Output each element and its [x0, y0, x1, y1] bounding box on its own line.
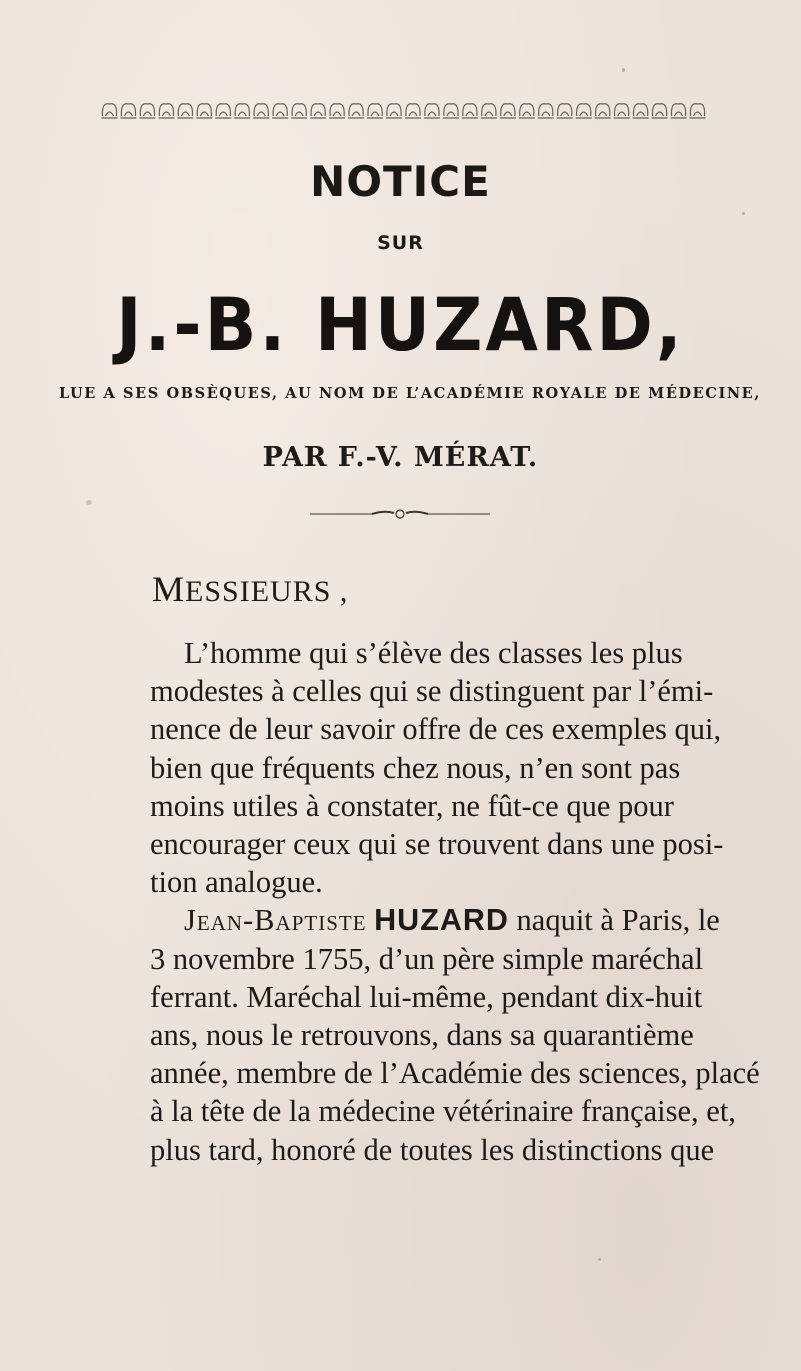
text-line [150, 901, 740, 939]
sur-heading: SUR [377, 232, 424, 254]
text-line: année, membre de l’Académie des sciences, placé [150, 1056, 760, 1091]
text-line: plus tard, honoré de toutes les distinctions que [150, 1132, 715, 1167]
ornament-motif [671, 104, 687, 118]
ornament-motif [557, 104, 573, 118]
ornament-motif [633, 104, 649, 118]
ornament-motif [253, 104, 269, 118]
decorative-rule [310, 507, 490, 521]
ornament-motif [348, 104, 364, 118]
text-line: ferrant. Maréchal lui-même, pendant dix-huit [150, 979, 703, 1014]
ornament-motif [196, 104, 212, 118]
paper-speck [622, 68, 625, 72]
text-line: ans, nous le retrouvons, dans sa quarantième [150, 1018, 694, 1053]
surname: HUZARD [374, 903, 509, 938]
text-line: à la tête de la médecine vétérinaire française, et, [150, 1094, 736, 1129]
text-line: bien que fréquents chez nous, n’en sont pas [150, 750, 681, 785]
subject-name: J.-B. HUZARD, [116, 282, 685, 369]
text-line: tion analogue. [150, 865, 323, 900]
text-line: L’homme qui s’élève des classes les plus [184, 636, 683, 670]
ornament-motif [481, 104, 497, 118]
text-line: modestes à celles qui se distinguent par l’émi- [150, 674, 714, 709]
ornament-motif [652, 104, 668, 118]
paper-speck [598, 1258, 601, 1261]
ornament-motif [690, 104, 706, 118]
ornament-motif [120, 104, 136, 118]
salutation-initial: M [152, 569, 186, 609]
text-line: moins utiles à constater, ne fût-ce que pour [150, 788, 674, 823]
ornament-motif [443, 104, 459, 118]
ornament-motif [158, 104, 174, 118]
ornament-motif [405, 104, 421, 118]
ornament-motif [291, 104, 307, 118]
ornament-motif [272, 104, 288, 118]
ornament-motif [386, 104, 402, 118]
body-text [150, 634, 760, 1169]
text-line-rest: naquit à Paris, le [508, 903, 720, 938]
text-line: encourager ceux qui se trouvent dans une posi- [150, 827, 724, 862]
ornament-motif [215, 104, 231, 118]
paper-speck [742, 212, 745, 215]
text-line: nence de leur savoir offre de ces exemples qui, [150, 712, 722, 747]
salutation [152, 568, 348, 610]
given-names: Jean-Baptiste [184, 903, 367, 938]
subtitle-line: LUE A SES OBSÈQUES, AU NOM DE L’ACADÉMIE ROYALE DE MÉDECINE, [59, 385, 761, 402]
ornament-motif [595, 104, 611, 118]
ornament-motif [139, 104, 155, 118]
notice-title: NOTICE [310, 157, 491, 206]
ornament-motif [614, 104, 630, 118]
ornament-motif [101, 104, 117, 118]
ornament-band-graphic [100, 96, 707, 124]
text-line: 3 novembre 1755, d’un père simple maréchal [150, 941, 704, 976]
ornament-motif [177, 104, 193, 118]
ornament-motif [424, 104, 440, 118]
ornament-motif [234, 104, 250, 118]
ornament-motif [310, 104, 326, 118]
ornament-motif [462, 104, 478, 118]
salutation-rest: ESSIEURS , [185, 575, 349, 608]
ornament-motif [519, 104, 535, 118]
paper-speck [86, 500, 92, 505]
ornament-motif [538, 104, 554, 118]
author-line: PAR F.-V. MÉRAT. [262, 442, 539, 473]
ornament-band [100, 96, 707, 124]
ornament-motif [500, 104, 516, 118]
ornament-motif [329, 104, 345, 118]
ornament-motif [576, 104, 592, 118]
ornament-motif [367, 104, 383, 118]
